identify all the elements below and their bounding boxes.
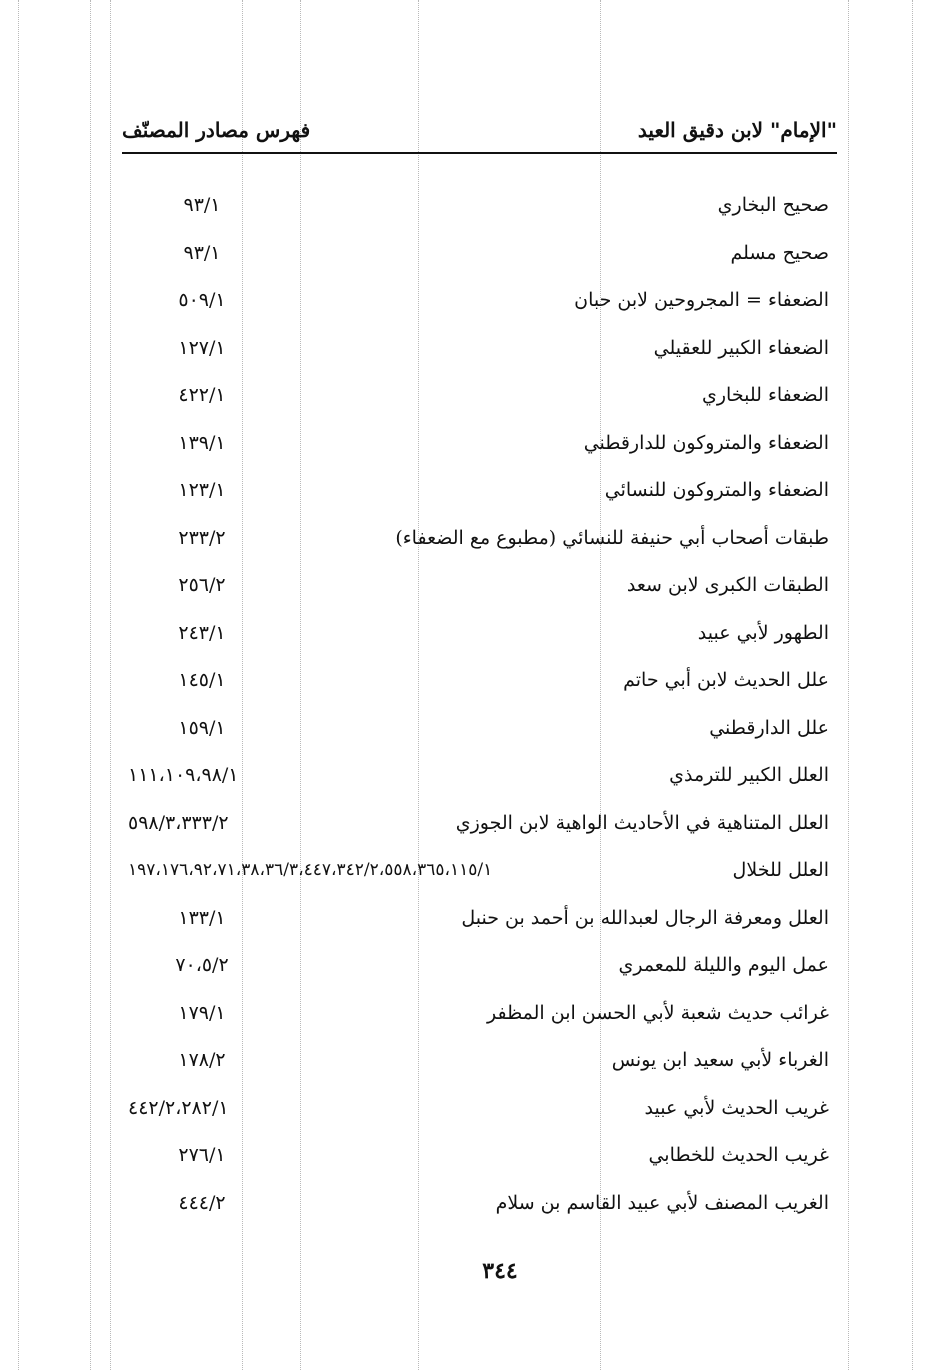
entry-title: غريب الحديث لأبي عبيد <box>644 1096 829 1119</box>
entry-title: صحيح مسلم <box>730 241 829 264</box>
index-entry <box>122 232 837 280</box>
running-title: "الإمام" لابن دقيق العيد <box>637 118 837 142</box>
entry-reference: ٤٢٢/١ <box>178 384 226 406</box>
entry-reference: ٢٤٣/١ <box>178 621 226 644</box>
section-title: فهرس مصادر المصنّف <box>122 118 311 142</box>
entry-title: العلل للخلال <box>732 859 829 881</box>
entry-reference: ١٢٣/١ <box>178 479 226 501</box>
entry-title: الغرباء لأبي سعيد ابن يونس <box>611 1049 829 1071</box>
entry-reference: ٥٠٩/١ <box>178 289 226 311</box>
entry-title: العلل ومعرفة الرجال لعبدالله بن أحمد بن حنبل <box>461 906 829 929</box>
entry-title: الضعفاء = المجروحين لابن حبان <box>574 289 829 311</box>
entry-reference: ٢٣٣/٢ <box>178 526 226 549</box>
entry-reference: ٢٥٦/٢ <box>178 574 226 596</box>
index-entry <box>122 849 837 897</box>
index-entry <box>122 659 837 707</box>
entry-title: علل الحديث لابن أبي حاتم <box>623 669 829 691</box>
entry-reference: ٤٤٤/٢ <box>178 1191 226 1214</box>
page-number: ٣٤٤ <box>482 1258 518 1284</box>
index-entry <box>122 184 837 232</box>
entry-title: العلل المتناهية في الأحاديث الواهية لابن الجوزي <box>455 811 829 834</box>
index-entry <box>122 754 837 802</box>
index-entry <box>122 422 837 470</box>
entry-title: صحيح البخاري <box>717 194 829 216</box>
index-entry <box>122 1087 837 1135</box>
entry-title: الطهور لأبي عبيد <box>697 621 829 644</box>
header-rule <box>122 152 837 154</box>
entry-title: طبقات أصحاب أبي حنيفة للنسائي (مطبوع مع الضعفاء) <box>395 526 829 549</box>
index-entry <box>122 517 837 565</box>
entry-reference: ٢٧٦/١ <box>178 1144 226 1166</box>
entry-reference: ١١١،١٠٩،٩٨/١ <box>128 764 239 786</box>
entry-title: الضعفاء الكبير للعقيلي <box>653 336 829 359</box>
entry-reference: ٥٩٨/٣،٣٣٣/٢ <box>128 811 229 834</box>
index-entry <box>122 1039 837 1087</box>
entry-reference: ١٣٣/١ <box>178 906 226 929</box>
index-entry <box>122 1182 837 1230</box>
entry-title: العلل الكبير للترمذي <box>669 764 829 786</box>
page-header <box>122 112 837 152</box>
entry-reference: ١٧٨/٢ <box>178 1049 226 1071</box>
entry-title: الضعفاء والمتروكون للنسائي <box>604 479 829 501</box>
entry-title: غرائب حديث شعبة لأبي الحسن ابن المظفر <box>486 1001 829 1024</box>
entry-reference: ١٤٥/١ <box>178 669 226 691</box>
entry-reference: ١٢٧/١ <box>178 336 226 359</box>
index-entry <box>122 612 837 660</box>
entry-reference: ٤٤٢/٢،٢٨٢/١ <box>128 1096 229 1119</box>
index-entry <box>122 469 837 517</box>
entry-reference: ٩٣/١ <box>183 241 221 264</box>
index-entry <box>122 564 837 612</box>
entry-title: الضعفاء للبخاري <box>702 384 829 406</box>
index-entry <box>122 279 837 327</box>
index-list <box>122 184 837 1229</box>
entry-reference: ١٩٧،١٧٦،٩٢،٧١،٣٨،٣٦/٣،٤٤٧،٣٤٢/٢،٥٥٨،٣٦٥،١١٥/١ <box>128 860 493 880</box>
entry-reference: ١٣٩/١ <box>178 431 226 454</box>
index-entry <box>122 897 837 945</box>
index-entry <box>122 327 837 375</box>
entry-title: الضعفاء والمتروكون للدارقطني <box>583 431 829 454</box>
index-entry <box>122 944 837 992</box>
entry-reference: ٩٣/١ <box>183 194 221 216</box>
entry-title: غريب الحديث للخطابي <box>648 1144 829 1166</box>
index-entry <box>122 992 837 1040</box>
index-entry <box>122 802 837 850</box>
index-entry <box>122 707 837 755</box>
entry-title: الطبقات الكبرى لابن سعد <box>626 574 829 596</box>
entry-title: عمل اليوم والليلة للمعمري <box>618 954 829 976</box>
index-entry <box>122 374 837 422</box>
entry-title: علل الدارقطني <box>709 716 829 739</box>
entry-title: الغريب المصنف لأبي عبيد القاسم بن سلام <box>495 1191 829 1214</box>
index-entry <box>122 1134 837 1182</box>
entry-reference: ١٧٩/١ <box>178 1001 226 1024</box>
entry-reference: ١٥٩/١ <box>178 716 226 739</box>
entry-reference: ٧٠،٥/٢ <box>175 954 229 976</box>
